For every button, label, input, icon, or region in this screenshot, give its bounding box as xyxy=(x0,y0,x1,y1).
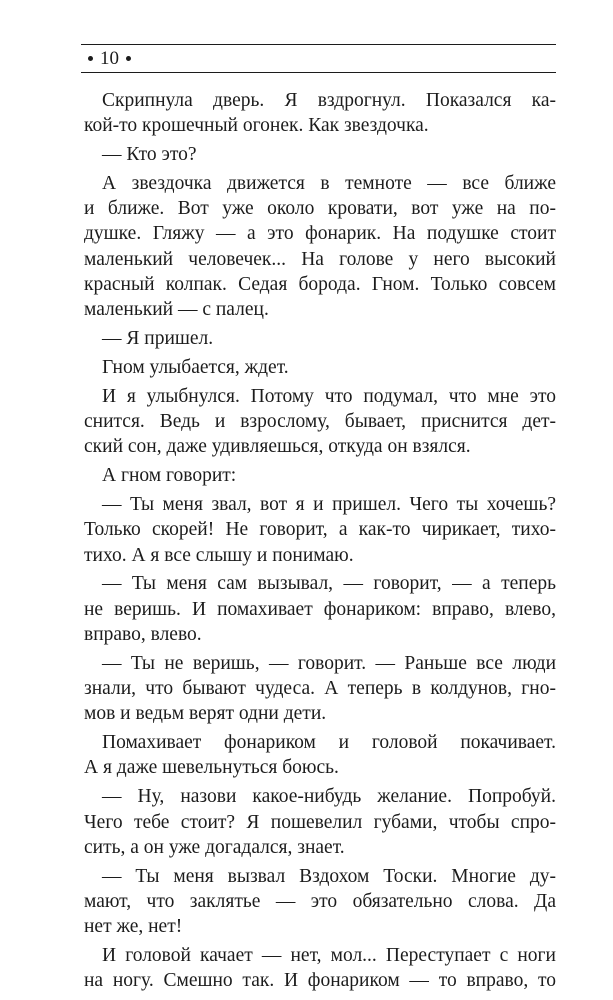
text-line: А гном говорит: xyxy=(102,465,237,487)
text-line: И головой качает — нет, мол... Переступает с ноги xyxy=(102,945,556,966)
bullet-ornament-left xyxy=(88,56,93,61)
page-number: 10 xyxy=(100,48,119,69)
paragraph xyxy=(84,492,556,568)
paragraph xyxy=(84,88,556,139)
paragraph xyxy=(84,730,556,781)
paragraph xyxy=(84,651,556,727)
text-line: нет же, нет! xyxy=(84,916,183,938)
header-rule-bottom xyxy=(81,72,556,73)
text-line: снится. Ведь и взрослому, бывает, приснится дет- xyxy=(84,411,556,433)
text-line: — Ты меня вызвал Вздохом Тоски. Многие ду- xyxy=(102,865,556,887)
text-line: и ближе. Вот уже около кровати, вот уже на по- xyxy=(84,198,556,220)
bullet-ornament-right xyxy=(126,56,131,61)
text-line: мов и ведьм верят одни дети. xyxy=(84,703,327,725)
paragraph xyxy=(84,784,556,860)
text-line: И я улыбнулся. Потому что подумал, что мне это xyxy=(102,385,556,407)
paragraph xyxy=(84,571,556,647)
paragraph xyxy=(84,463,556,488)
text-line: Скрипнула дверь. Я вздрогнул. Показался ка- xyxy=(102,90,556,111)
paragraph xyxy=(84,355,556,380)
text-line: — Ты не веришь, — говорит. — Раньше все люди xyxy=(102,652,556,674)
text-line: ский сон, даже удивляешься, откуда он взялся. xyxy=(84,436,471,458)
text-line: на ногу. Смешно так. И фонариком — то вправо, то xyxy=(84,970,556,992)
text-line: А я даже шевельнуться боюсь. xyxy=(84,757,339,779)
text-line: Только скорей! Не говорит, а как-то чирикает, тихо- xyxy=(84,519,556,541)
paragraph xyxy=(84,171,556,323)
text-line: — Ну, назови какое-нибудь желание. Попробуй. xyxy=(102,786,556,808)
text-line: А звездочка движется в темноте — все ближе xyxy=(102,172,556,194)
body-text xyxy=(84,88,556,994)
text-line: — Ты меня звал, вот я и пришел. Чего ты хочешь? xyxy=(102,493,556,515)
text-line: не веришь. И помахивает фонариком: вправо, влево, xyxy=(84,598,556,620)
text-line: сить, а он уже догадался, знает. xyxy=(84,836,345,858)
paragraph xyxy=(84,384,556,460)
text-line: душке. Гляжу — а это фонарик. На подушке стоит xyxy=(84,223,556,245)
text-line: — Ты меня сам вызывал, — говорит, — а теперь xyxy=(102,573,556,595)
text-line: Чего тебе стоит? Я пошевелил губами, чтобы спро- xyxy=(84,811,556,833)
text-line: маленький человечек... На голове у него высокий xyxy=(84,248,556,270)
text-line: маленький — с палец. xyxy=(84,299,269,321)
text-line: — Я пришел. xyxy=(102,328,214,350)
text-line: тихо. А я все слышу и понимаю. xyxy=(84,544,354,566)
text-line: мают, что заклятье — это обязательно слова. Да xyxy=(84,890,556,912)
paragraph xyxy=(84,326,556,351)
text-line: Помахивает фонариком и головой покачивает. xyxy=(102,732,556,754)
running-header xyxy=(88,48,131,70)
text-line: знали, что бывают чудеса. А теперь в колдунов, гно- xyxy=(84,678,556,700)
paragraph xyxy=(84,943,556,994)
paragraph xyxy=(84,142,556,167)
header-rule-top xyxy=(81,44,556,45)
text-line: вправо, влево. xyxy=(84,623,202,645)
text-line: красный колпак. Седая борода. Гном. Только совсем xyxy=(84,274,556,296)
text-line: Гном улыбается, ждет. xyxy=(102,356,289,378)
text-line: кой-то крошечный огонек. Как звездочка. xyxy=(84,115,429,137)
text-line: — Кто это? xyxy=(102,144,197,166)
paragraph xyxy=(84,864,556,940)
